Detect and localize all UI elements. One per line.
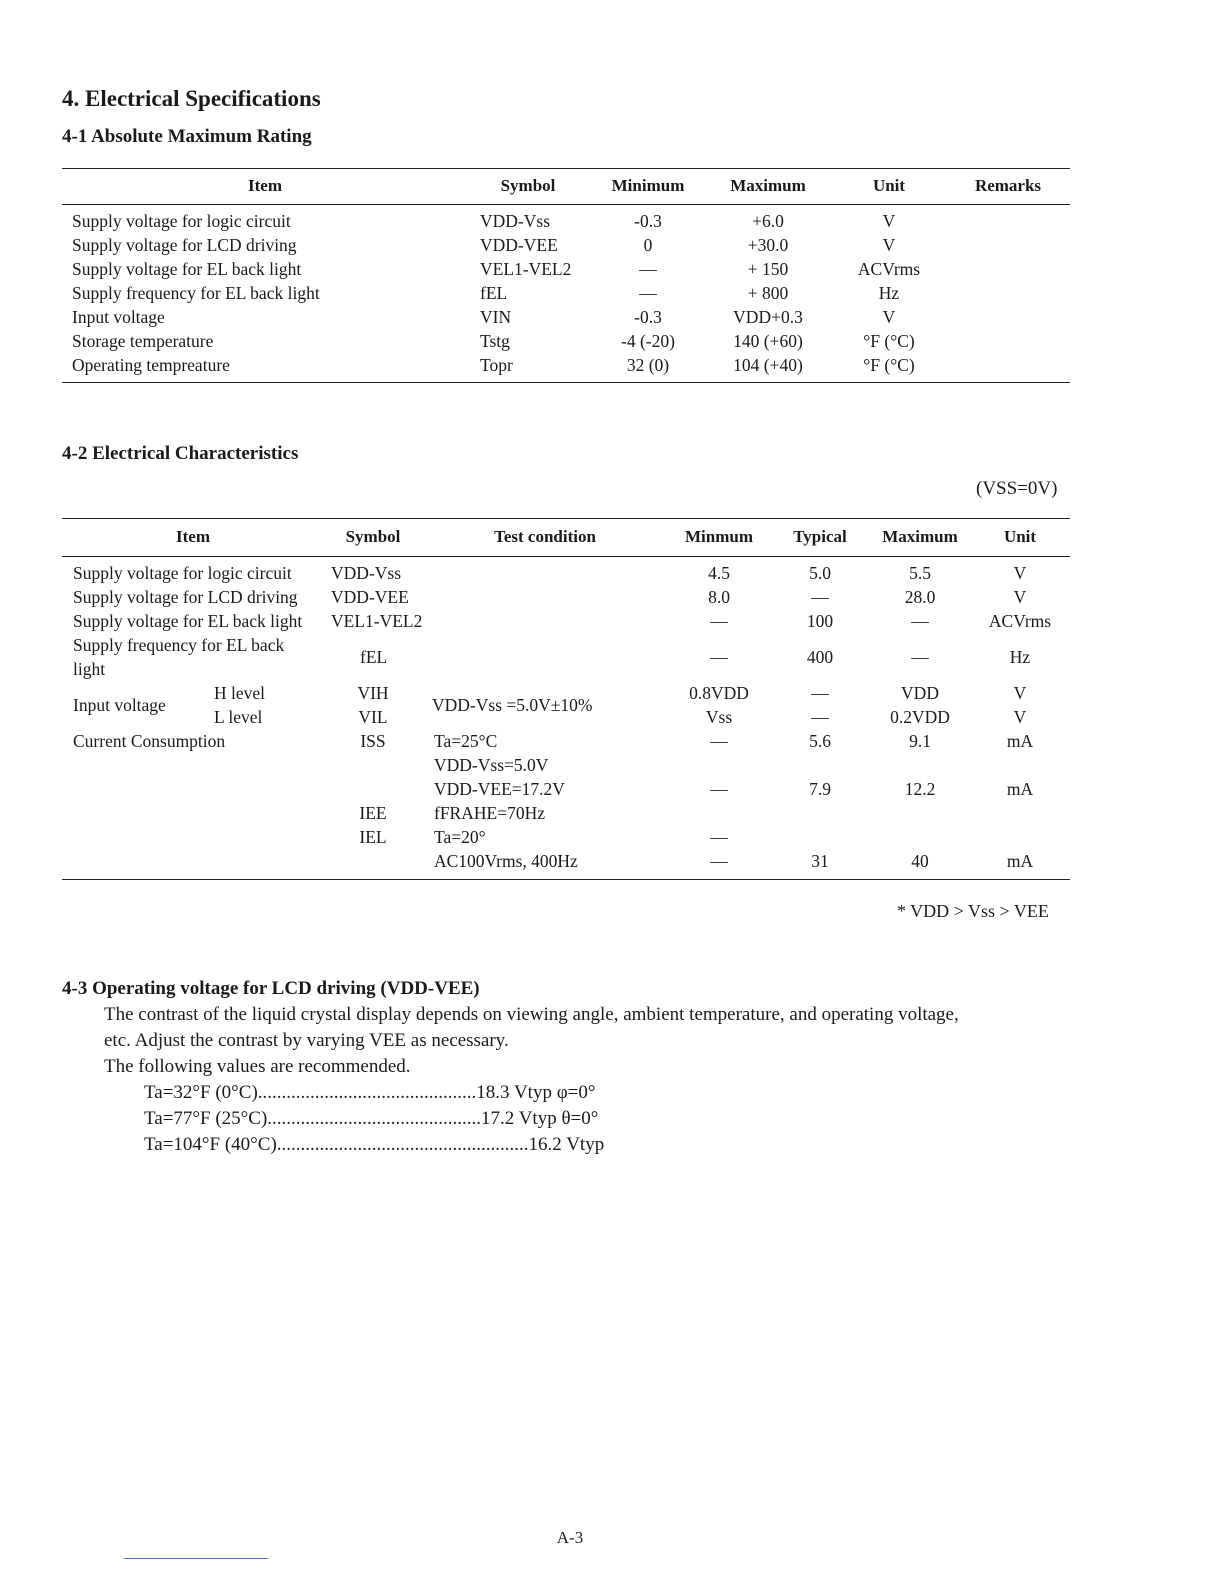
- row-item: Operating tempreature: [72, 355, 230, 375]
- footnote: * VDD > Vss > VEE: [897, 901, 1049, 921]
- row-min: 32 (0): [626, 355, 670, 375]
- header-rule: [62, 556, 1070, 557]
- row-max-h: VDD: [901, 683, 939, 703]
- row-l-level: L level: [214, 707, 263, 727]
- row-symbol: VDD-Vss: [480, 211, 550, 231]
- row-typ: 400: [806, 647, 834, 667]
- row-unit: °F (°C): [863, 355, 915, 375]
- row-item: Storage temperature: [72, 331, 214, 351]
- value-label: Ta=77°F (25°C): [144, 1108, 268, 1129]
- col-header-remarks: Remarks: [974, 176, 1042, 195]
- row-unit: V: [882, 307, 896, 327]
- row-min: —: [710, 827, 728, 847]
- row-min: —: [710, 647, 728, 667]
- paragraph-line: etc. Adjust the contrast by varying VEE as necessary.: [104, 1030, 509, 1051]
- recommended-value-row: [144, 1106, 598, 1132]
- row-symbol: VDD-VEE: [331, 587, 409, 607]
- row-max: +6.0: [752, 211, 784, 231]
- row-symbol: VDD-Vss: [331, 563, 401, 583]
- row-unit-h: V: [1013, 683, 1027, 703]
- col-header-item: Item: [176, 527, 210, 546]
- row-max: 12.2: [904, 779, 936, 799]
- paragraph-line: The following values are recommended.: [104, 1056, 411, 1077]
- row-min: 4.5: [708, 563, 730, 583]
- row-item: Input voltage: [73, 695, 166, 715]
- row-unit: mA: [1006, 851, 1034, 871]
- table-top-rule: [62, 518, 1070, 519]
- dot-leader: .............................................: [267, 1108, 482, 1129]
- row-item: Current Consumption: [73, 731, 226, 751]
- header-rule: [62, 204, 1070, 205]
- sec43-title: 4-3 Operating voltage for LCD driving (VDD-VEE): [62, 978, 480, 999]
- row-unit: V: [1013, 587, 1027, 607]
- row-item: Supply frequency for EL back: [73, 635, 285, 655]
- row-typ: 5.6: [809, 731, 831, 751]
- row-item: Supply voltage for EL back light: [72, 259, 302, 279]
- row-max: —: [911, 647, 929, 667]
- row-unit: mA: [1006, 779, 1034, 799]
- row-min: -0.3: [634, 307, 662, 327]
- row-max: 9.1: [909, 731, 931, 751]
- col-header-minimum: Minmum: [685, 527, 753, 546]
- row-test-vdd: VDD-Vss=5.0V: [434, 755, 549, 775]
- row-test-condition: VDD-Vss =5.0V±10%: [432, 695, 593, 715]
- col-header-symbol: Symbol: [500, 176, 556, 195]
- col-header-minimum: Minimum: [611, 176, 685, 195]
- row-item-continued: light: [73, 659, 106, 679]
- row-item: Supply voltage for LCD driving: [72, 235, 297, 255]
- col-header-symbol: Symbol: [345, 527, 401, 546]
- row-max: + 800: [747, 283, 789, 303]
- table-bottom-rule: [62, 382, 1070, 383]
- row-symbol-iss: ISS: [360, 731, 386, 751]
- row-max: —: [911, 611, 929, 631]
- row-test-ac: AC100Vrms, 400Hz: [434, 851, 578, 871]
- row-typ: 5.0: [809, 563, 831, 583]
- vss-condition: (VSS=0V): [976, 478, 1058, 499]
- page-number: A-3: [556, 1528, 584, 1547]
- row-typ-h: —: [811, 683, 829, 703]
- row-max: 40: [911, 851, 929, 871]
- row-unit: ACVrms: [857, 259, 921, 279]
- row-symbol: VEL1-VEL2: [480, 259, 572, 279]
- row-symbol-vil: VIL: [358, 707, 388, 727]
- row-min: —: [639, 259, 657, 279]
- row-symbol: VIN: [480, 307, 512, 327]
- value-text: 18.3 Vtyp φ=0°: [476, 1082, 596, 1103]
- col-header-unit: Unit: [872, 176, 906, 195]
- table-top-rule: [62, 168, 1070, 169]
- row-typ: —: [811, 587, 829, 607]
- row-item: Supply voltage for logic circuit: [73, 563, 292, 583]
- row-item: Input voltage: [72, 307, 165, 327]
- recommended-value-row: [144, 1080, 595, 1106]
- row-item: Supply voltage for logic circuit: [72, 211, 291, 231]
- row-min: —: [710, 779, 728, 799]
- table-bottom-rule: [62, 879, 1070, 880]
- row-h-level: H level: [214, 683, 266, 703]
- row-symbol: VDD-VEE: [480, 235, 558, 255]
- row-unit: mA: [1006, 731, 1034, 751]
- col-header-typical: Typical: [793, 527, 847, 546]
- dot-leader: ..............................................: [257, 1082, 477, 1103]
- col-header-test-condition: Test condition: [494, 527, 596, 546]
- row-typ: 7.9: [809, 779, 831, 799]
- row-unit: V: [882, 235, 896, 255]
- sec42-title: 4-2 Electrical Characteristics: [62, 443, 299, 464]
- value-text: 17.2 Vtyp θ=0°: [481, 1108, 599, 1129]
- dot-leader: .....................................................: [276, 1134, 529, 1155]
- col-header-unit: Unit: [1003, 527, 1037, 546]
- value-text: 16.2 Vtyp: [528, 1134, 605, 1155]
- row-min: —: [710, 611, 728, 631]
- row-max: 5.5: [909, 563, 931, 583]
- row-max: +30.0: [747, 235, 789, 255]
- row-test-ta20: Ta=20°: [434, 827, 486, 847]
- paragraph-line: The contrast of the liquid crystal display depends on viewing angle, ambient temperature, and operating voltage,: [104, 1004, 959, 1025]
- footer-line: [124, 1558, 268, 1559]
- row-typ: 100: [806, 611, 834, 631]
- row-test-frame: fFRAHE=70Hz: [434, 803, 545, 823]
- row-max: 104 (+40): [733, 355, 803, 375]
- row-min: 8.0: [708, 587, 730, 607]
- row-typ: 31: [811, 851, 829, 871]
- row-typ-l: —: [811, 707, 829, 727]
- row-unit: V: [882, 211, 896, 231]
- row-item: Supply voltage for LCD driving: [73, 587, 298, 607]
- col-header-item: Item: [248, 176, 282, 195]
- row-symbol-iee: IEE: [359, 803, 387, 823]
- row-symbol: fEL: [480, 283, 508, 303]
- row-max-l: 0.2VDD: [890, 707, 950, 727]
- col-header-maximum: Maximum: [730, 176, 806, 195]
- row-symbol: VEL1-VEL2: [331, 611, 423, 631]
- row-unit: °F (°C): [863, 331, 915, 351]
- row-min-l: Vss: [705, 707, 733, 727]
- row-unit: Hz: [1009, 647, 1031, 667]
- row-max: 140 (+60): [733, 331, 803, 351]
- row-min-h: 0.8VDD: [689, 683, 749, 703]
- row-symbol: Topr: [480, 355, 513, 375]
- row-symbol-iel: IEL: [359, 827, 387, 847]
- row-unit-l: V: [1013, 707, 1027, 727]
- row-min: —: [639, 283, 657, 303]
- row-unit: Hz: [878, 283, 900, 303]
- row-unit: ACVrms: [988, 611, 1052, 631]
- row-test-ta: Ta=25°C: [434, 731, 498, 751]
- row-min: -0.3: [634, 211, 662, 231]
- row-min: 0: [643, 235, 653, 255]
- value-label: Ta=32°F (0°C): [144, 1082, 258, 1103]
- row-symbol-vih: VIH: [357, 683, 389, 703]
- value-label: Ta=104°F (40°C): [144, 1134, 277, 1155]
- section-title: 4. Electrical Specifications: [62, 86, 321, 111]
- row-item: Supply voltage for EL back light: [73, 611, 303, 631]
- row-min: —: [710, 731, 728, 751]
- row-max: + 150: [747, 259, 789, 279]
- sec41-title: 4-1 Absolute Maximum Rating: [62, 126, 312, 147]
- row-min: —: [710, 851, 728, 871]
- row-max: 28.0: [904, 587, 936, 607]
- col-header-maximum: Maximum: [882, 527, 958, 546]
- row-symbol: Tstg: [480, 331, 510, 351]
- row-symbol: fEL: [360, 647, 388, 667]
- row-test-vee: VDD-VEE=17.2V: [434, 779, 565, 799]
- row-item: Supply frequency for EL back light: [72, 283, 320, 303]
- row-unit: V: [1013, 563, 1027, 583]
- row-max: VDD+0.3: [733, 307, 803, 327]
- recommended-value-row: [144, 1132, 604, 1158]
- row-min: -4 (-20): [621, 331, 675, 351]
